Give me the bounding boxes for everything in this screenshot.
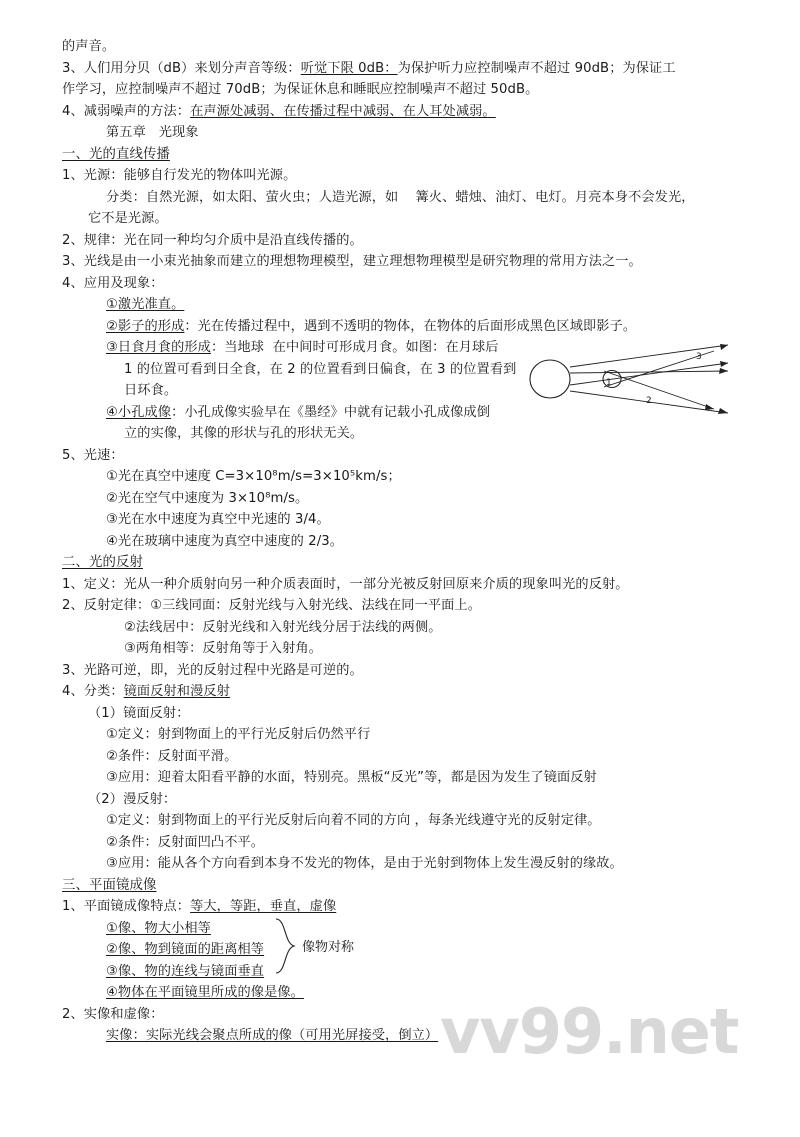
arrow-head bbox=[719, 368, 728, 374]
text-line: ①激光准直。 bbox=[106, 297, 185, 312]
text-line: ③像、物的连线与镜面垂直 bbox=[106, 963, 265, 979]
text-line: ②影子的形成：光在传播过程中，遇到不透明的物体，在物体的后面形成黑色区域即影子。 bbox=[106, 318, 637, 334]
text-line: ④光在玻璃中速度为真空中速度的 2/3。 bbox=[106, 533, 344, 549]
text-line: ④物体在平面镜里所成的像是像。 bbox=[106, 985, 304, 1000]
brace-group bbox=[272, 917, 392, 975]
text-line: 2、实像和虚像： bbox=[62, 1006, 164, 1022]
text-line: （2）漫反射： bbox=[88, 791, 177, 807]
text-line: 5、光速： bbox=[62, 447, 124, 463]
text-line: 2、规律：光在同一种均匀介质中是沿直线传播的。 bbox=[62, 232, 363, 248]
ray-line bbox=[570, 345, 728, 367]
brace-svg bbox=[272, 917, 402, 975]
text-line: ③光在水中速度为真空中光速的 3/4。 bbox=[106, 512, 330, 527]
eclipse-diagram-svg bbox=[528, 337, 748, 423]
section-heading: 一、光的直线传播 bbox=[62, 146, 170, 162]
text-line: 1、定义：光从一种介质射向另一种介质表面时，一部分光被反射回原来介质的现象叫光的反射。 bbox=[62, 576, 629, 592]
text-line: ③应用：迎着太阳看平静的水面，特别亮。黑板“反光”等，都是因为发生了镜面反射 bbox=[106, 770, 597, 785]
arrow-head bbox=[720, 344, 728, 350]
brace-label: 像物对称 bbox=[302, 940, 355, 955]
figure-label-1: 1 bbox=[606, 378, 612, 388]
text-line: 1、光源：能够自行发光的物体叫光源。 bbox=[62, 168, 297, 183]
ray-line bbox=[570, 363, 728, 385]
text-line: ②条件：反射面平滑。 bbox=[106, 748, 238, 764]
text-line: 1 的位置可看到日全食，在 2 的位置看到日偏食，在 3 的位置看到 bbox=[124, 361, 517, 377]
text-line: ③日食月食的形成：当地球 在中间时可形成月食。如图：在月球后 bbox=[106, 340, 499, 355]
text-line: 2、反射定律：①三线同面：反射光线与入射光线、法线在同一平面上。 bbox=[62, 598, 482, 613]
text-line: 3、人们用分贝（dB）来划分声音等级：听觉下限 0dB：为保护听力应控制噪声不超过 90dB；为保证工 bbox=[62, 60, 676, 76]
text-line: 作学习，应控制噪声不超过 70dB；为保证休息和睡眠应控制噪声不超过 50dB。 bbox=[62, 82, 539, 97]
section-heading: 三、平面镜成像 bbox=[62, 877, 157, 893]
watermark: vv99.net bbox=[440, 995, 739, 1068]
text-line: ③应用：能从各个方向看到本身不发光的物体，是由于光射到物体上发生漫反射的缘故。 bbox=[106, 856, 623, 871]
text-line: 立的实像，其像的形状与孔的形状无关。 bbox=[124, 426, 364, 441]
text-line: ②像、物到镜面的距离相等 bbox=[106, 942, 265, 957]
chapter-title: 第五章 光现象 bbox=[106, 125, 199, 140]
figure-label-3: 3 bbox=[696, 352, 702, 362]
text-line: 3、光路可逆，即，光的反射过程中光路是可逆的。 bbox=[62, 662, 363, 678]
text-line: ②光在空气中速度为 3×10⁸m/s。 bbox=[106, 490, 309, 506]
text-line: ①光在真空中速度 C=3×10⁸m/s=3×10⁵km/s； bbox=[106, 469, 401, 484]
text-line: ①定义：射到物面上的平行光反射后向着不同的方向 ，每条光线遵守光的反射定律。 bbox=[106, 813, 601, 828]
figure-label-2: 2 bbox=[646, 396, 652, 406]
section-heading: 二、光的反射 bbox=[62, 555, 143, 570]
text-line: 的声音。 bbox=[62, 39, 116, 54]
text-line: 实像：实际光线会聚点所成的像（可用光屏接受，倒立） bbox=[106, 1028, 439, 1043]
text-line: ④小孔成像：小孔成像实验早在《墨经》中就有记载小孔成像成倒 bbox=[106, 404, 490, 420]
text-line: ②法线居中：反射光线和入射光线分居于法线的两侧。 bbox=[124, 619, 442, 635]
earth-circle bbox=[530, 360, 570, 398]
text-line: 4、分类：镜面反射和漫反射 bbox=[62, 684, 230, 699]
text-line: 1、平面镜成像特点：等大，等距，垂直，虚像 bbox=[62, 899, 337, 914]
text-line: 3、光线是由一小束光抽象而建立的理想物理模型，建立理想物理模型是研究物理的常用方法之一。 bbox=[62, 254, 642, 269]
text-line: 它不是光源。 bbox=[88, 211, 168, 226]
curly-brace-icon bbox=[276, 919, 294, 973]
arrow-head bbox=[720, 361, 728, 367]
text-line: ①像、物大小相等 bbox=[106, 920, 211, 936]
text-line: 4、应用及现象： bbox=[62, 275, 164, 291]
text-line: 4、减弱噪声的方法：在声源处减弱、在传播过程中减弱、在人耳处减弱。 bbox=[62, 103, 496, 119]
text-line: 分类：自然光源，如太阳、萤火虫；人造光源，如 篝火、蜡烛、油灯、电灯。月亮本身不会发光， bbox=[106, 189, 695, 205]
text-line: ③两角相等：反射角等于入射角。 bbox=[124, 641, 322, 656]
arrow-head bbox=[718, 408, 728, 414]
text-line: 日环食。 bbox=[124, 383, 178, 398]
text-line: （1）镜面反射： bbox=[88, 705, 190, 721]
eclipse-diagram bbox=[528, 337, 748, 423]
arrow-head bbox=[705, 404, 714, 410]
text-body bbox=[62, 36, 744, 1047]
text-line: ②条件：反射面凹凸不平。 bbox=[106, 834, 265, 850]
text-line: ①定义：射到物面上的平行光反射后仍然平行 bbox=[106, 727, 371, 742]
